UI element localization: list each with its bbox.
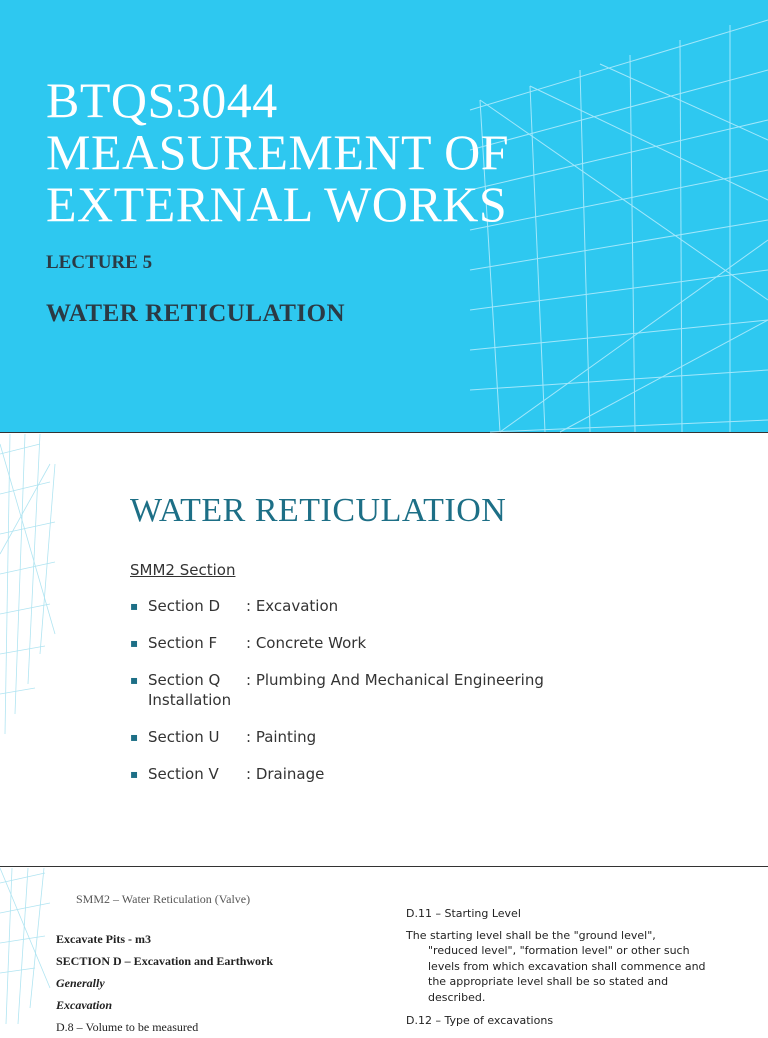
section-d-line: SECTION D – Excavation and Earthwork (56, 954, 274, 968)
right-column (406, 906, 746, 1029)
bullet-icon: ▪ (130, 673, 139, 687)
section-list (130, 596, 650, 801)
slide-heading: WATER RETICULATION (130, 492, 507, 529)
list-item: ▪ Section U : Painting (130, 728, 317, 746)
lecture-number: LECTURE 5 (46, 252, 153, 273)
generally-line: Generally (56, 976, 105, 990)
bullet-icon: ▪ (130, 767, 139, 781)
list-item: ▪ Section V : Drainage (130, 765, 325, 783)
bullet-icon: ▪ (130, 730, 139, 744)
title-line-3: EXTERNAL WORKS (46, 176, 508, 232)
lecture-subtitle: WATER RETICULATION (46, 300, 346, 327)
detail-title: SMM2 – Water Reticulation (Valve) (76, 892, 251, 906)
smm2-detail-slide (0, 868, 768, 1034)
excavation-line: Excavation (56, 998, 112, 1012)
d12-title: D.12 – Type of excavations (406, 1014, 554, 1027)
d11-title: D.11 – Starting Level (406, 907, 521, 920)
bullet-icon: ▪ (130, 636, 139, 650)
content-slide (0, 434, 768, 867)
left-column (56, 928, 356, 1038)
volume-line: D.8 – Volume to be measured (56, 1020, 199, 1034)
bullet-icon: ▪ (130, 599, 139, 613)
excavate-pits-line: Excavate Pits - m3 (56, 932, 151, 946)
course-title (46, 74, 509, 230)
list-item: ▪ Section Q : Plumbing And Mechanical Engineering Installation (130, 671, 544, 709)
title-line-2: MEASUREMENT OF (46, 124, 510, 180)
title-slide (0, 0, 768, 433)
list-item: ▪ Section F : Concrete Work (130, 634, 367, 652)
building-wireframe-graphic (0, 434, 110, 866)
smm2-section-title: SMM2 Section (130, 561, 236, 579)
list-item: ▪ Section D : Excavation (130, 597, 339, 615)
d11-paragraph: The starting level shall be the "ground level", "reduced level", "formation level" or other such levels from which excavation shall commence and the appropriate level shall be so stated and described. (406, 928, 706, 1004)
title-line-1: BTQS3044 (46, 72, 278, 128)
